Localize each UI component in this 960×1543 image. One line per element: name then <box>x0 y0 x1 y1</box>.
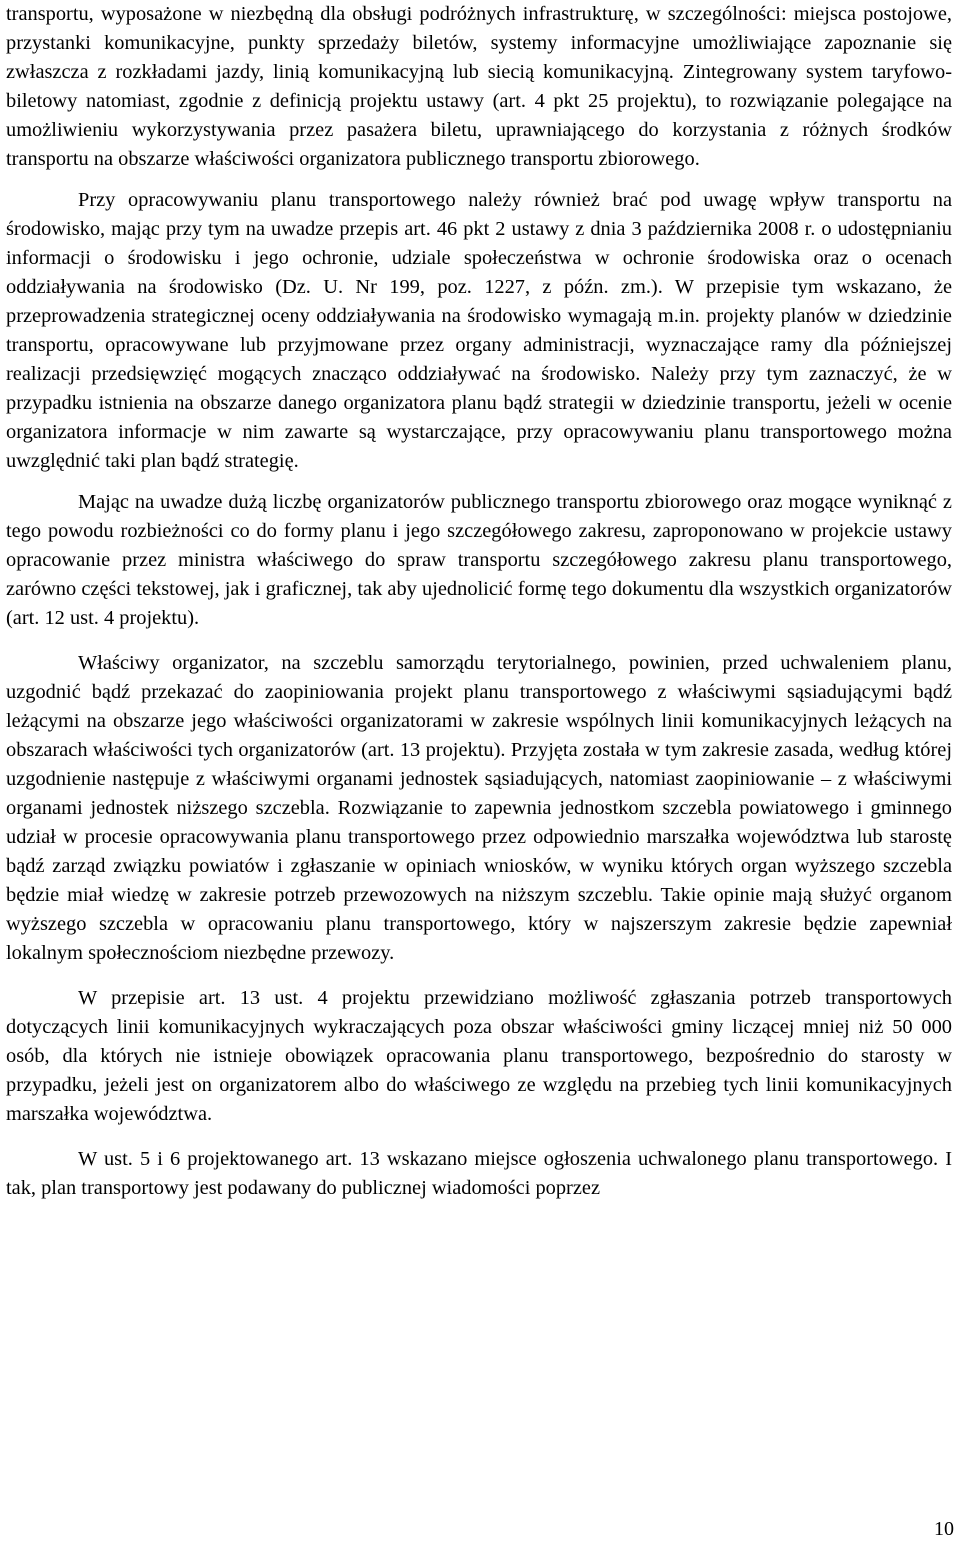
paragraph-5: W przepisie art. 13 ust. 4 projektu przewidziano możliwość zgłaszania potrzeb transportowych dotyczących linii komunikacyjnych wykraczających poza obszar właściwości gminy liczącej mniej niż 50 000 osób, dla których nie istnieje obowiązek opracowania planu transportowego, bezpośrednio do starosty w przypadku, jeżeli jest on organizatorem albo do właściwego ze względu na przebieg tych linii komunikacyjnych marszałka województwa. <box>6 987 952 1125</box>
paragraph-2: Przy opracowywaniu planu transportowego należy również brać pod uwagę wpływ transportu na środowisko, mając przy tym na uwadze przepis art. 46 pkt 2 ustawy z dnia 3 października 2008 r. o udostępnianiu informacji o środowisku i jego ochronie, udziale społeczeństwa w ochronie środowiska oraz o ocenach oddziaływania na środowisko (Dz. U. Nr 199, poz. 1227, z późn. zm.). W przepisie tym wskazano, że przeprowadzenia strategicznej oceny oddziaływania na środowisko wymagają m.in. projekty planów w dziedzinie transportu, opracowywane lub przyjmowane przez organy administracji, wyznaczające ramy dla późniejszej realizacji przedsięwzięć mogących znacząco oddziaływać na środowisko. Należy przy tym zaznaczyć, że w przypadku istnienia na obszarze danego organizatora planu bądź strategii w dziedzinie transportu, jeżeli w ocenie organizatora informacje w nim zawarte są wystarczające, przy opracowywaniu planu transportowego można uwzględnić taki plan bądź strategię. <box>6 189 952 472</box>
document-page <box>6 0 952 1203</box>
paragraph-1: transportu, wyposażone w niezbędną dla obsługi podróżnych infrastrukturę, w szczególności: miejsca postojowe, przystanki komunikacyjne, punkty sprzedaży biletów, systemy informacyjne umożliwiające zapoznanie się zwłaszcza z rozkładami jazdy, linią komunikacyjną lub siecią komunikacyjną. Zintegrowany system taryfowo-biletowy natomiast, zgodnie z definicją projektu ustawy (art. 4 pkt 25 projektu), to rozwiązanie polegające na umożliwieniu wykorzystywania przez pasażera biletu, uprawniającego do korzystania z różnych środków transportu na obszarze właściwości organizatora publicznego transportu zbiorowego. <box>6 3 952 170</box>
page-number: 10 <box>934 1518 954 1540</box>
paragraph-6: W ust. 5 i 6 projektowanego art. 13 wskazano miejsce ogłoszenia uchwalonego planu transportowego. I tak, plan transportowy jest podawany do publicznej wiadomości poprzez <box>6 1148 952 1199</box>
paragraph-3: Mając na uwadze dużą liczbę organizatorów publicznego transportu zbiorowego oraz mogące wyniknąć z tego powodu rozbieżności co do formy planu i jego szczegółowego zakresu, zaproponowano w projekcie ustawy opracowanie przez ministra właściwego do spraw transportu szczegółowego zakresu planu transportowego, zarówno części tekstowej, jak i graficznej, tak aby ujednolicić formę tego dokumentu dla wszystkich organizatorów (art. 12 ust. 4 projektu). <box>6 491 952 629</box>
paragraph-4: Właściwy organizator, na szczeblu samorządu terytorialnego, powinien, przed uchwaleniem planu, uzgodnić bądź przekazać do zaopiniowania projekt planu transportowego z właściwymi sąsiadującymi bądź leżącymi na obszarze jego właściwości organizatorami w zakresie wspólnych linii komunikacyjnych leżących na obszarach właściwości tych organizatorów (art. 13 projektu). Przyjęta została w tym zakresie zasada, według której uzgodnienie następuje z właściwymi organami jednostek sąsiadujących, natomiast zaopiniowanie – z właściwymi organami jednostek niższego szczebla. Rozwiązanie to zapewnia jednostkom szczebla powiatowego i gminnego udział w procesie opracowywania planu transportowego przez odpowiednio marszałka województwa lub starostę bądź zarząd związku powiatów i zgłaszanie w opiniach wniosków, w wyniku których organ wyższego szczebla będzie miał wiedzę w zakresie potrzeb przewozowych na niższym szczeblu. Takie opinie mają służyć organom wyższego szczebla w opracowaniu planu transportowego, który w najszerszym zakresie będzie zapewniał lokalnym społecznościom niezbędne przewozy. <box>6 652 952 964</box>
